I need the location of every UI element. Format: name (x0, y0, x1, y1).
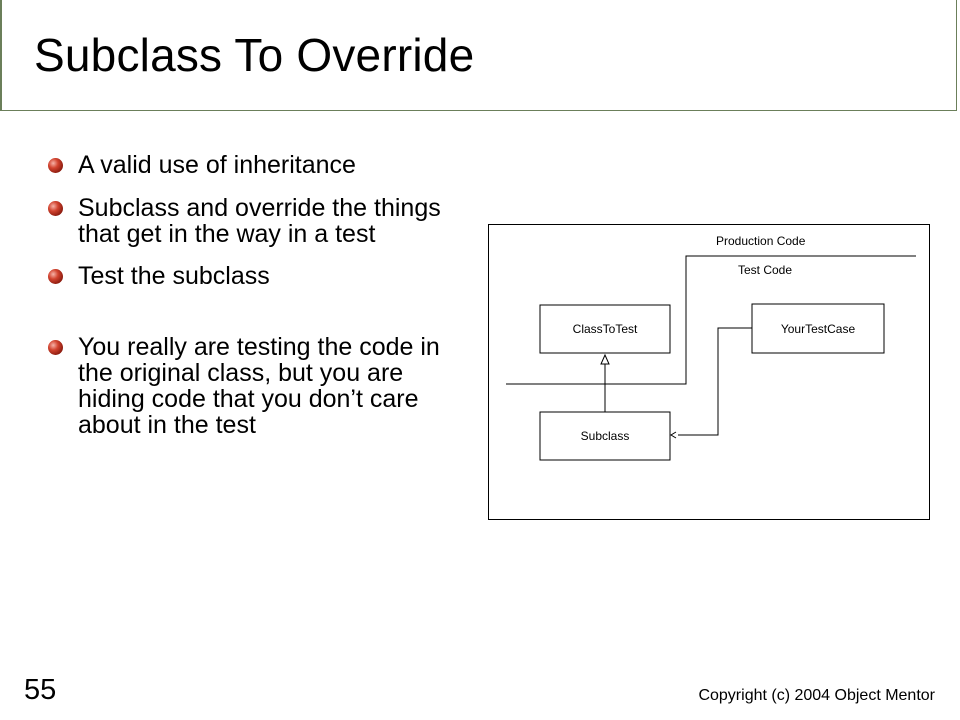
bullet-icon (48, 158, 63, 173)
list-item (48, 152, 468, 178)
slide-number: 55 (24, 674, 57, 706)
bullet-text: Subclass and override the things that get in the way in a test (78, 194, 441, 248)
class-to-test-label: ClassToTest (572, 322, 638, 336)
test-code-label: Test Code (738, 263, 793, 277)
page-title: Subclass To Override (34, 29, 475, 81)
subclass-label: Subclass (580, 429, 630, 443)
bullet-text: Test the subclass (78, 262, 270, 290)
diagram-border (489, 225, 930, 520)
your-test-case-label: YourTestCase (780, 322, 856, 336)
bullet-icon (48, 201, 63, 216)
list-item (48, 195, 468, 247)
bullet-icon (48, 269, 63, 284)
bullet-icon (48, 340, 63, 355)
class-diagram-svg (488, 224, 930, 520)
bullet-text: A valid use of inheritance (78, 151, 356, 179)
production-code-label: Production Code (716, 234, 806, 248)
class-diagram (488, 224, 930, 520)
list-item (48, 263, 468, 289)
bullet-text: You really are testing the code in the original class, but you are hiding code that you don’t care about in the test (78, 333, 440, 439)
list-item (48, 334, 468, 438)
copyright-text: Copyright (c) 2004 Object Mentor (698, 687, 935, 704)
bullet-list (48, 148, 468, 438)
